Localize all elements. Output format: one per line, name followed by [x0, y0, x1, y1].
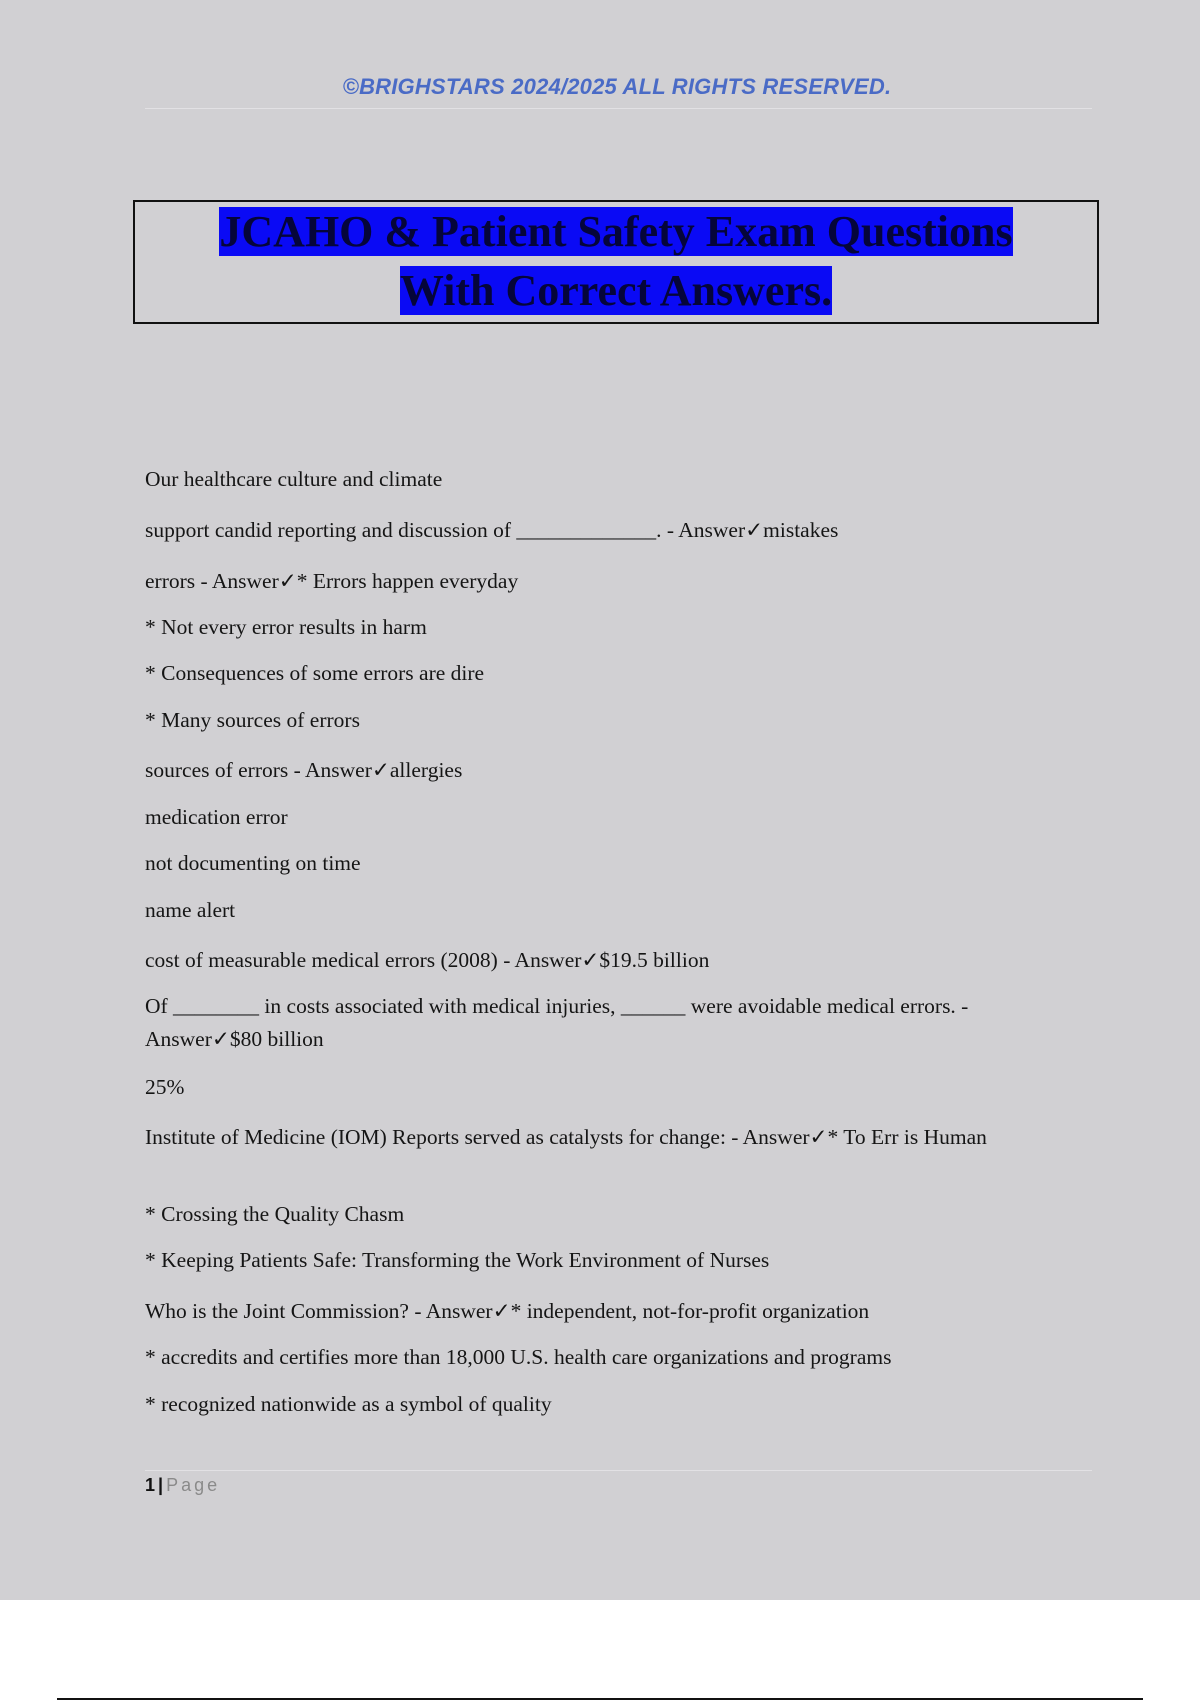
body-line: sources of errors - Answer✓allergies [145, 758, 463, 782]
body-line: name alert [145, 898, 236, 922]
body-line: * Not every error results in harm [145, 615, 427, 639]
footer-divider [145, 1470, 1092, 1471]
body-line: support candid reporting and discussion of _____________. - Answer✓mistakes [145, 518, 839, 542]
title-line-1 [135, 206, 1097, 258]
page-footer [145, 1472, 220, 1498]
body-line: * Crossing the Quality Chasm [145, 1202, 405, 1226]
body-line: Of ________ in costs associated with medical injuries, ______ were avoidable medical errors. - Answer✓$80 billion [145, 994, 969, 1051]
body-line: 25% [145, 1075, 185, 1099]
title-line-2 [135, 265, 1097, 317]
body-line: not documenting on time [145, 851, 361, 875]
page-label: Page [166, 1475, 221, 1495]
page-number: 1 [145, 1475, 156, 1495]
body-line: medication error [145, 805, 288, 829]
body-line: * Consequences of some errors are dire [145, 661, 485, 685]
page-separator: | [158, 1475, 164, 1495]
body-line: Institute of Medicine (IOM) Reports served as catalysts for change: - Answer✓* To Err is Human [145, 1125, 987, 1149]
body-line: * Keeping Patients Safe: Transforming the Work Environment of Nurses [145, 1248, 770, 1272]
body-line: * accredits and certifies more than 18,000 U.S. health care organizations and programs [145, 1345, 892, 1369]
body-line: * Many sources of errors [145, 708, 360, 732]
header-divider [145, 108, 1092, 109]
body-line: cost of measurable medical errors (2008) - Answer✓$19.5 billion [145, 948, 710, 972]
title-box [133, 200, 1099, 324]
title-line-2-text: With Correct Answers. [399, 266, 833, 315]
body-line: Our healthcare culture and climate [145, 467, 443, 491]
body-line: Who is the Joint Commission? - Answer✓* independent, not-for-profit organization [145, 1299, 870, 1323]
title-line-1-text: JCAHO & Patient Safety Exam Questions [219, 207, 1013, 256]
body-line: * recognized nationwide as a symbol of quality [145, 1392, 552, 1416]
copyright-header: ©BRIGHSTARS 2024/2025 ALL RIGHTS RESERVED. [342, 74, 892, 99]
body-line: errors - Answer✓* Errors happen everyday [145, 569, 519, 593]
